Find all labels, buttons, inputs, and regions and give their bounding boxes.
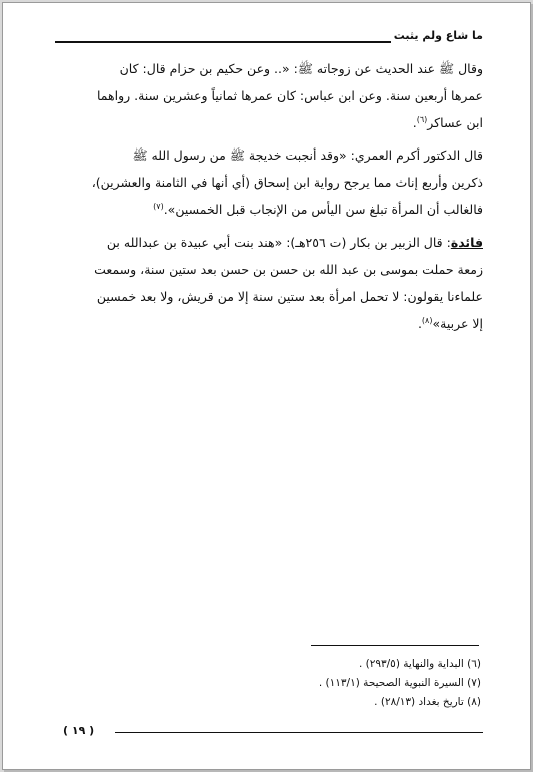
paragraph-line xyxy=(55,310,483,337)
paragraph-text: : قال الزبير بن بكار (ت ٢٥٦هـ): «هند بنت أبي عبيدة بن عبدالله بن xyxy=(106,235,451,250)
footnote-ref: (٦) xyxy=(416,114,428,124)
document-page xyxy=(2,2,531,770)
header-rule xyxy=(55,41,391,43)
paragraph-text: ابن عساكر xyxy=(427,115,483,130)
page-number: ( ١٩ ) xyxy=(63,724,95,737)
paragraph-line: وقال ﷺ عند الحديث عن زوجاته ﷺ: «.. وعن حكيم بن حزام قال: كان xyxy=(119,61,483,76)
faida-label: فائدة xyxy=(450,235,483,250)
paragraph-line: علماءنا يقولون: لا تحمل امرأة بعد ستين سنة إلا من قريش، ولا بعد خمسين xyxy=(96,289,483,304)
footnote-separator xyxy=(311,645,479,646)
header-title: ما شاع ولم يثبت xyxy=(393,29,483,42)
paragraph-line xyxy=(55,196,483,223)
paragraph-line xyxy=(55,109,483,136)
paragraph-text: إلا عربية» xyxy=(432,316,483,331)
paragraph-end: . xyxy=(412,115,417,130)
paragraph-line: عمرها أربعين سنة. وعن ابن عباس: كان عمرها ثمانياً وعشرين سنة. رواهما xyxy=(96,88,483,103)
running-header xyxy=(55,29,483,47)
footnote-ref: (٧) xyxy=(153,201,164,211)
paragraph-text: فالغالب أن المرأة تبلغ سن اليأس من الإنجاب قبل الخمسين». xyxy=(163,202,483,217)
paragraph-line: ذكرين وأربع إناث مما يرجح رواية ابن إسحاق (أي أنها في الثامنة والعشرين)، xyxy=(91,175,483,190)
paragraph-line xyxy=(55,229,483,256)
footnote-item: (٦) البداية والنهاية (٢٩٣/٥) . xyxy=(358,658,481,670)
footnote-item: (٨) تاريخ بغداد (٢٨/١٣) . xyxy=(374,696,481,708)
page-content xyxy=(55,29,483,337)
paragraph-3 xyxy=(55,229,483,337)
footnotes xyxy=(143,655,481,712)
paragraph-line: قال الدكتور أكرم العمري: «وقد أنجبت خديجة ﷺ من رسول الله ﷺ xyxy=(132,148,483,163)
paragraph-line: زمعة حملت بموسى بن عبد الله بن حسن بن حسن بعد ستين سنة، وسمعت xyxy=(94,262,483,277)
footnote-item: (٧) السيرة النبوية الصحيحة (١١٣/١) . xyxy=(318,677,481,689)
footnote-ref: (٨) xyxy=(421,315,433,325)
paragraph-end: . xyxy=(417,316,422,331)
paragraph-2 xyxy=(55,142,483,223)
paragraph-1 xyxy=(55,55,483,136)
footer-rule xyxy=(115,732,483,733)
